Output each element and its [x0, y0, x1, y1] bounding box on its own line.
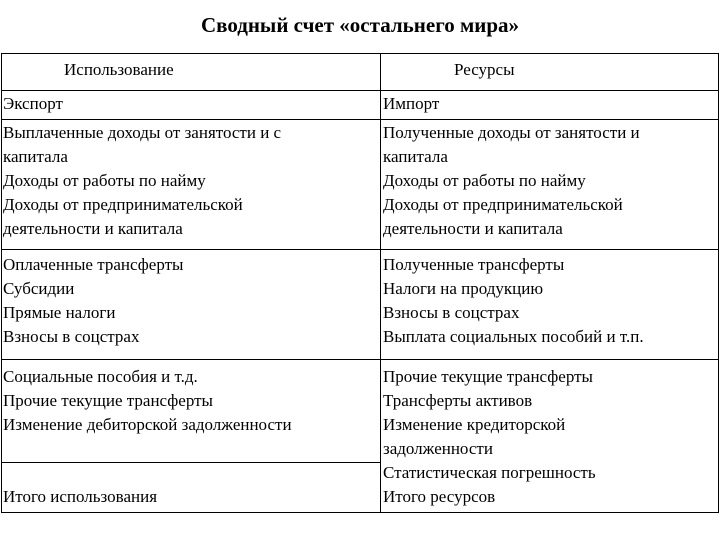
- resources-line: капитала: [383, 147, 448, 166]
- usage-line: Изменение дебиторской задолженности: [3, 415, 292, 434]
- resources-line: Полученные трансферты: [383, 255, 565, 274]
- usage-line: Субсидии: [3, 279, 75, 298]
- resources-line: Статистическая погрешность: [383, 463, 596, 482]
- resources-line: Взносы в соцстрах: [383, 303, 520, 322]
- resources-line: задолженности: [383, 439, 493, 458]
- row-divider: [2, 119, 718, 120]
- usage-line: Выплаченные доходы от занятости и с: [3, 123, 282, 142]
- resources-line: деятельности и капитала: [383, 219, 563, 238]
- resources-total: Итого ресурсов: [383, 487, 496, 506]
- row-divider-left: [2, 462, 380, 463]
- usage-total: Итого использования: [3, 487, 158, 506]
- usage-line: Прямые налоги: [3, 303, 116, 322]
- resources-line: Трансферты активов: [383, 391, 533, 410]
- summary-account-table: [1, 53, 719, 513]
- resources-line: Полученные доходы от занятости и: [383, 123, 640, 142]
- resources-line: Доходы от предпринимательской: [383, 195, 623, 214]
- usage-line: Социальные пособия и т.д.: [3, 367, 198, 386]
- usage-line: Экспорт: [3, 94, 63, 113]
- resources-line: Выплата социальных пособий и т.п.: [383, 327, 644, 346]
- resources-line: Импорт: [383, 94, 440, 113]
- usage-line: Прочие текущие трансферты: [3, 391, 213, 410]
- row-divider: [2, 249, 718, 250]
- usage-line: Доходы от работы по найму: [3, 171, 206, 190]
- page-title: Сводный счет «остальнего мира»: [200, 13, 520, 37]
- usage-line: капитала: [3, 147, 68, 166]
- resources-line: Налоги на продукцию: [383, 279, 544, 298]
- column-divider: [380, 54, 381, 512]
- resources-line: Изменение кредиторской: [383, 415, 566, 434]
- header-usage: Использование: [64, 60, 174, 79]
- usage-line: деятельности и капитала: [3, 219, 183, 238]
- row-divider: [2, 359, 718, 360]
- usage-line: Оплаченные трансферты: [3, 255, 184, 274]
- resources-line: Прочие текущие трансферты: [383, 367, 593, 386]
- header-resources: Ресурсы: [454, 60, 515, 79]
- row-divider: [2, 90, 718, 91]
- usage-line: Доходы от предпринимательской: [3, 195, 243, 214]
- resources-line: Доходы от работы по найму: [383, 171, 586, 190]
- usage-line: Взносы в соцстрах: [3, 327, 140, 346]
